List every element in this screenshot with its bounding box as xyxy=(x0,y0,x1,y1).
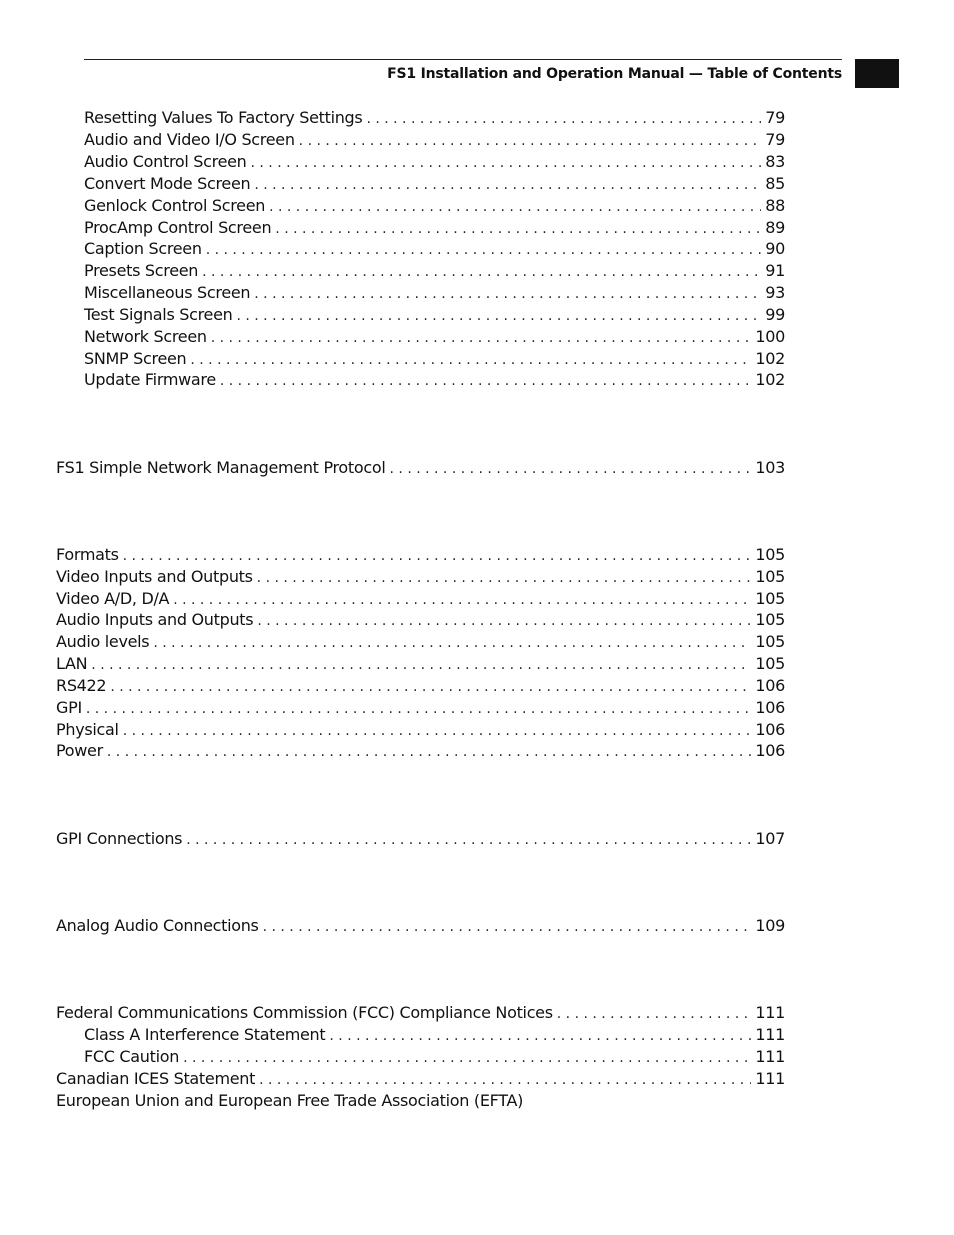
toc-entry-label: GPI Connections xyxy=(56,829,183,848)
toc-entry[interactable] xyxy=(56,566,785,588)
toc-entry[interactable] xyxy=(84,348,785,370)
toc-entry[interactable] xyxy=(84,173,785,195)
toc-entry[interactable] xyxy=(56,719,785,741)
toc-entry-label: Update Firmware xyxy=(84,370,216,389)
toc-entry-label: Test Signals Screen xyxy=(84,305,233,324)
toc-entry[interactable] xyxy=(84,217,785,239)
toc-leader-dots xyxy=(275,218,761,240)
header-tab-block xyxy=(855,59,899,88)
toc-leader-dots xyxy=(390,458,752,480)
toc-entry-label: Federal Communications Commission (FCC) Compliance Notices xyxy=(56,1003,553,1022)
toc-leader-dots xyxy=(254,174,761,196)
toc-entry-page: 79 xyxy=(765,108,785,127)
toc-entry[interactable] xyxy=(84,326,785,348)
toc-entry-label: Network Screen xyxy=(84,327,207,346)
toc-leader-dots xyxy=(173,589,751,611)
toc-entry-page: 105 xyxy=(755,632,785,651)
header-rule xyxy=(84,59,842,60)
toc-entry-analog-audio[interactable] xyxy=(56,915,785,937)
toc-entry-label: Audio and Video I/O Screen xyxy=(84,130,295,149)
toc-entry-label: Physical xyxy=(56,720,119,739)
toc-entry-label: Audio Control Screen xyxy=(84,152,247,171)
toc-entry-page: 106 xyxy=(755,676,785,695)
toc-leader-dots xyxy=(153,632,751,654)
toc-leader-dots xyxy=(259,1069,751,1091)
toc-entry[interactable] xyxy=(84,195,785,217)
toc-entry-label: Caption Screen xyxy=(84,239,202,258)
toc-entry-label: Power xyxy=(56,741,103,760)
toc-entry-page: 106 xyxy=(755,720,785,739)
toc-leader-dots xyxy=(366,108,761,130)
toc-entry-label: Convert Mode Screen xyxy=(84,174,251,193)
toc-leader-dots xyxy=(263,916,752,938)
toc-leader-dots xyxy=(123,720,752,742)
toc-entry-page: 105 xyxy=(755,589,785,608)
toc-entry-page: 111 xyxy=(755,1047,785,1066)
toc-entry-label: SNMP Screen xyxy=(84,349,187,368)
toc-leader-dots xyxy=(299,130,762,152)
toc-entry-eu-efta[interactable]: European Union and European Free Trade Association (EFTA) xyxy=(56,1091,524,1110)
toc-entry-page: 79 xyxy=(765,130,785,149)
toc-entry-snmp[interactable] xyxy=(56,457,785,479)
toc-entry-page: 90 xyxy=(765,239,785,258)
toc-entry-label: RS422 xyxy=(56,676,107,695)
toc-entry[interactable] xyxy=(56,544,785,566)
toc-leader-dots xyxy=(206,239,762,261)
toc-leader-dots xyxy=(183,1047,751,1069)
toc-entry[interactable] xyxy=(84,151,785,173)
toc-entry-page: 88 xyxy=(765,196,785,215)
toc-entry[interactable] xyxy=(84,304,785,326)
toc-entry-page: 89 xyxy=(765,218,785,237)
toc-entry-page: 106 xyxy=(755,698,785,717)
toc-entry-gpi-connections[interactable] xyxy=(56,828,785,850)
toc-entry-label: FS1 Simple Network Management Protocol xyxy=(56,458,386,477)
toc-leader-dots xyxy=(257,567,752,589)
toc-entry-label: Video A/D, D/A xyxy=(56,589,170,608)
toc-leader-dots xyxy=(186,829,751,851)
toc-entry-canadian-ices[interactable] xyxy=(56,1068,785,1090)
toc-leader-dots xyxy=(123,545,752,567)
toc-leader-dots xyxy=(220,370,751,392)
toc-entry-label: Video Inputs and Outputs xyxy=(56,567,253,586)
toc-entry-label: Canadian ICES Statement xyxy=(56,1069,256,1088)
toc-leader-dots xyxy=(91,654,751,676)
toc-leader-dots xyxy=(202,261,761,283)
toc-leader-dots xyxy=(110,676,751,698)
toc-entry-page: 106 xyxy=(755,741,785,760)
toc-leader-dots xyxy=(107,741,751,763)
toc-leader-dots xyxy=(557,1003,752,1025)
toc-entry[interactable] xyxy=(84,369,785,391)
toc-entry-page: 83 xyxy=(765,152,785,171)
toc-entry-label: Class A Interference Statement xyxy=(84,1025,326,1044)
toc-entry[interactable] xyxy=(84,107,785,129)
toc-entry-label: Formats xyxy=(56,545,119,564)
toc-entry-page: 109 xyxy=(755,916,785,935)
toc-entry[interactable] xyxy=(84,129,785,151)
toc-leader-dots xyxy=(251,152,762,174)
toc-entry-page: 107 xyxy=(755,829,785,848)
toc-entry-page: 102 xyxy=(755,349,785,368)
toc-entry-page: 111 xyxy=(755,1025,785,1044)
toc-leader-dots xyxy=(257,610,751,632)
toc-entry-fcc-caution[interactable] xyxy=(84,1046,785,1068)
toc-entry-page: 91 xyxy=(765,261,785,280)
toc-entry-label: Miscellaneous Screen xyxy=(84,283,251,302)
toc-entry-page: 105 xyxy=(755,567,785,586)
toc-entry-label: Genlock Control Screen xyxy=(84,196,266,215)
toc-leader-dots xyxy=(254,283,761,305)
toc-entry-page: 100 xyxy=(755,327,785,346)
toc-entry-page: 85 xyxy=(765,174,785,193)
toc-entry[interactable] xyxy=(84,282,785,304)
toc-entry-page: 102 xyxy=(755,370,785,389)
toc-leader-dots xyxy=(211,327,752,349)
toc-entry[interactable] xyxy=(84,238,785,260)
toc-entry-class-a[interactable] xyxy=(84,1024,785,1046)
toc-entry-page: 99 xyxy=(765,305,785,324)
toc-entry-label: Analog Audio Connections xyxy=(56,916,259,935)
toc-entry-label: GPI xyxy=(56,698,82,717)
toc-leader-dots xyxy=(269,196,761,218)
toc-entry-label: Presets Screen xyxy=(84,261,199,280)
toc-entry[interactable] xyxy=(56,653,785,675)
toc-entry-page: 93 xyxy=(765,283,785,302)
toc-entry-page: 111 xyxy=(755,1003,785,1022)
toc-entry[interactable] xyxy=(56,631,785,653)
toc-entry[interactable] xyxy=(56,740,785,762)
toc-leader-dots xyxy=(86,698,751,720)
toc-entry[interactable] xyxy=(56,609,785,631)
toc-entry-label: LAN xyxy=(56,654,88,673)
toc-entry-label: ProcAmp Control Screen xyxy=(84,218,272,237)
toc-entry[interactable] xyxy=(56,588,785,610)
toc-entry[interactable] xyxy=(56,697,785,719)
toc-entry-page: 105 xyxy=(755,610,785,629)
toc-leader-dots xyxy=(190,349,751,371)
toc-leader-dots xyxy=(329,1025,751,1047)
toc-entry-label: Audio levels xyxy=(56,632,150,651)
running-header-title: FS1 Installation and Operation Manual — Table of Contents xyxy=(387,66,842,82)
toc-entry-label: FCC Caution xyxy=(84,1047,180,1066)
toc-entry-page: 105 xyxy=(755,545,785,564)
toc-entry-fcc-compliance[interactable] xyxy=(56,1002,785,1024)
toc-entry-page: 105 xyxy=(755,654,785,673)
toc-entry-label: Resetting Values To Factory Settings xyxy=(84,108,363,127)
toc-leader-dots xyxy=(236,305,761,327)
toc-entry-page: 111 xyxy=(755,1069,785,1088)
toc-entry[interactable] xyxy=(84,260,785,282)
toc-entry-label: Audio Inputs and Outputs xyxy=(56,610,254,629)
toc-entry-page: 103 xyxy=(755,458,785,477)
toc-entry[interactable] xyxy=(56,675,785,697)
